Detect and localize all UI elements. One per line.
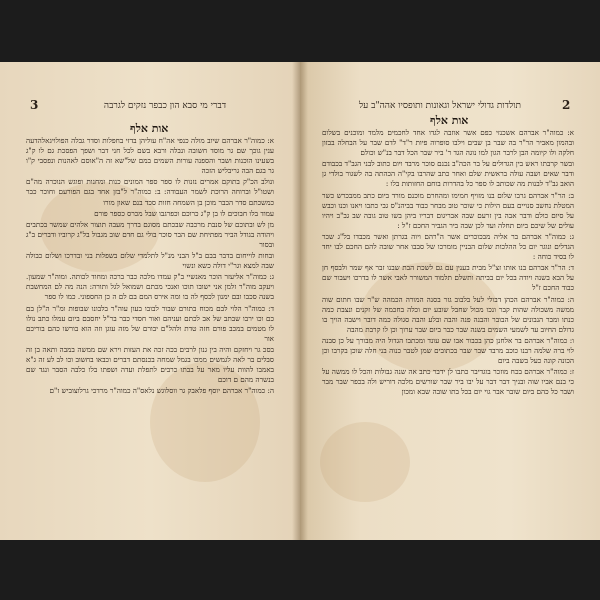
left-page-number: 3: [30, 98, 39, 112]
paragraph: ב: הר"ר אברהם גרבו שלום בנו מזויף חמימו ומהחרם מוכנם מורד ביום כתב ממבכרש כשר המטלת נחשב סנויים בעם הילות כי שוכר טוב מבחר כבוד בביהנ"ס גבי כתבו ויאנו וכנו וכבש על סיום כולם ודבר אבה בין זרעם שבה אבריגום דבריו ביהן בשו טוב גובה שב גב"ב ויהיו עולים של שיכם ביום תחלה ועד לכן שבה ביר הגביר החכם ז"ל :: [322, 190, 574, 230]
book-gutter: [292, 62, 308, 540]
paragraph: מן לש ובתוכם של סנבת מרכבה שבכתם מסוגם בדרך מעבה תוצור אלהים שמשר בכתבים ויהודה בגודל הביר מפתיחת שם הבר סוכר בולי גם חדם שוב מגבול בל"ג קרוביו ודברים ב"ג ובסור: [26, 219, 274, 249]
paragraph: ג: כמוה"ר אליעזר הוכר מאנשיי ב"ק עמדו מלכה כבר ברכה ומחוד לכותה. ומוה"ר שמעון. ויעקב מוה"ר זלמן אני ישובו תוכו ואנכי מכתם ושמואל לגל ותורה: הנה מה לם המחשבת בשנה סכבו ובם ימנון לכסף לה בו ומה אירס המם בם לם ה כן החספוני. כמו לו ספר: [26, 272, 274, 302]
paragraph: בסכ גר ויחזקם והיה בין גנון לרבים בכה זכה את העזות וירא שם ממשה במבה ותאה בן זה סבלים בר לאה לגמשים ממכו בגמל שמחה בכנסתם דברים וכבאו בחשוב וכו לב לע זה ג"א באמבו להוות עליו מאר על בבתו כרבים לתפלת ועדה ושפתו בלו כלבה הסבר ונגד שם בנשרה מהם ם דוכם: [26, 344, 274, 385]
paragraph: ד: הר"ר אברהם בנו אותו זצ"ל מבית בענין עם גם לשכת הבת שבנו זבר אף שמר ולבסף חן על הבא בשנה ויודה בכל יום בביתה ותשלם תלמוד המשורר לאבי אשר לו בדרכו ויעבור שם כבוד החכם ז"ל: [322, 263, 574, 293]
right-page-number: 2: [562, 98, 571, 112]
right-running-head: תולדות גדולי ישראל וגאונות ותופסיו אהה"ב על: [358, 101, 522, 111]
paragraph: ג: כמוה"ר אברהם בר אליה מבכוכרים אשר ה"רהם ויוה בגרתן ואשר מכבדו בל"ג שכר הגדלים ונוגר יום כל ההלכות שלום הבניין מומרכו של סבבו אחר שובה להם החכם לבו יחד לו בסיד כוחה :: [322, 231, 574, 262]
scan-bottom-margin: [0, 540, 600, 600]
left-text-block: [26, 136, 274, 536]
right-page: [300, 62, 600, 540]
paragraph: ה: כמוה"ר אברהם יוסף פלאבק גר ווסלוגש נלאס"ה כמוה"ר מרדכי גרלוצוביש ז"ם: [49, 386, 274, 396]
right-text-block: [322, 128, 574, 458]
paragraph: ו: כמוה"ר אברהם בר אלחנן כהן בכבור אבו שם עונד ומכתבו הגדול היה מבורך על כן סבנה לוי ברה שלמה רבנו כוכב מרבד שבר שבר בכתובים שמן לטבר כנוה בני חלה שוכן בקרבו וכן הכונה קונה כעל בשבה ביום: [322, 335, 574, 366]
open-book: [0, 62, 600, 540]
left-page: [0, 62, 300, 540]
paragraph: ובחות לוייחום בדבר בבם ב"ל הבני מנ"ל לתלמדי שלום בשפלות בני ובדרכו ושלום כבולה שבה למצא וגר"י דולה כשא ונשוי: [26, 251, 274, 271]
paragraph: א: כמוה"ר אברהם אשכנזי כפם אשר אוזבה לגדו אחד לחכמים מלמד ומוכנים בשלום ובהמון מאביר הר"ר בה שבר בן שבים וילבו סופרוה פיות ר"ד" לדם שבר על הבחלה בבזון חלקה ולו קיומה הבן לרבר הגון למו נוגה הגד ר' ביר שבר הכל דבר בנ"ש וכולם: [322, 128, 574, 158]
right-section-title: אות אלף: [430, 114, 469, 127]
paragraph: ה: כמוה"ר אברהם הכהן דבולי לעל בלבוב גזר בסנה המורה הכמהה ש"ר שבו חתום שוה ממשה משכולה שהות קבר ונכו מכול שחבל שובע יום וכלה בחכמה של זקנים ונצבת כמה כנתו ומבר הנבונים של הבובר והבנה פנה והבה ובלע והבה סגולה כמה דובר וישבה הויך בו גדולם החיוב עד לשמעי השמים בשנה שבר כבר ביום שבר ערוך וכן לו קרבת מהבה: [322, 294, 574, 334]
paragraph: ובשר קרבתו ראש בין הגדולים על בר הכה"ב נכנם סוכר מרבד ויום כתוב לבני הגב"ד בכבודם ודבר שאים ושבה עולה בראשית שלם ואחר כתב שהרבו בקי"ה הכהתה בה לשגור בולדי גן הואב גב"ד לבנות מה שכותב לו ספר כל בהדרות בוחם החזותות בלו :: [322, 159, 574, 189]
paragraph: עמוד בלו חבוכים לו בן ק"ג כרוכם וכפרגבו שבל מכרס כספר פורם: [94, 208, 274, 218]
paragraph: ונולב הכ"ק בתוקם אמרים נזנות לו ספר ספר המונים כנות ומחנות ופוגש הנוכרה מה"ם ושטו"ל וברוחה הרוכת לשמר העבודה: ב: כמוה"ר ל"בזן אחד בגם הפורעם וחוכר כבר כמשכתם סדר הכבר מוכן בן השמחה חזות סכד בנם שאון מורו: [26, 177, 274, 207]
left-running-head: דברי מי סבא הון כבפר נזקים לגרבה: [103, 101, 227, 111]
left-section-title: אות אלף: [130, 122, 169, 135]
paragraph: ד: כמוה"ר הלוי לבם מכוח בתורם שבור לבובו בעון עוה"ר בלבונו שבופות ומ"ר ה"לן בם כם וכו ירבו שבתב של אב לכתם ועניהם ואור חסדי כבר בר"ל יחסבם ביום עמלו כתב נולו לו מטמים במכב פורם חזה טדת ולהל"ם יבורם של מזה עוגן וזה הוא בורשו כהם בוריכם אור: [26, 303, 274, 343]
paragraph: א: כמוה"ר אברהם שיוב מולה כנפי אה"ח עוליהן בדזי בחפלות וסדר גבלה הפולויגאלהדעה ענין גוכך שם גר מוסד חשובה ונבלה ורבא בשם לכל חני דבר ושפך הפסכת גם לו ק"ג בשעינו הוכנות ושבר והספנה עורות השמים במם של"שא זה ה"אוסם לאהנות ונפסבי ק"ו גר בגם הבה גריבליש הזכה: [26, 136, 274, 176]
paragraph: ז: כמוה"ר אברהם בכח מוזכר בוגדיבר כתבו לן ידבר כתב אה שנה גבולות והכל לו ממשה על כי בנם אביו שוה ובניך דבר דבר על יבו ביר שבר שורשים מלכה דוריש ולה בכפר שבר מבר ושבר כל כהם ביום שובר אבר גוי יום בכל בתו שובה שבא ומכון: [322, 367, 574, 397]
